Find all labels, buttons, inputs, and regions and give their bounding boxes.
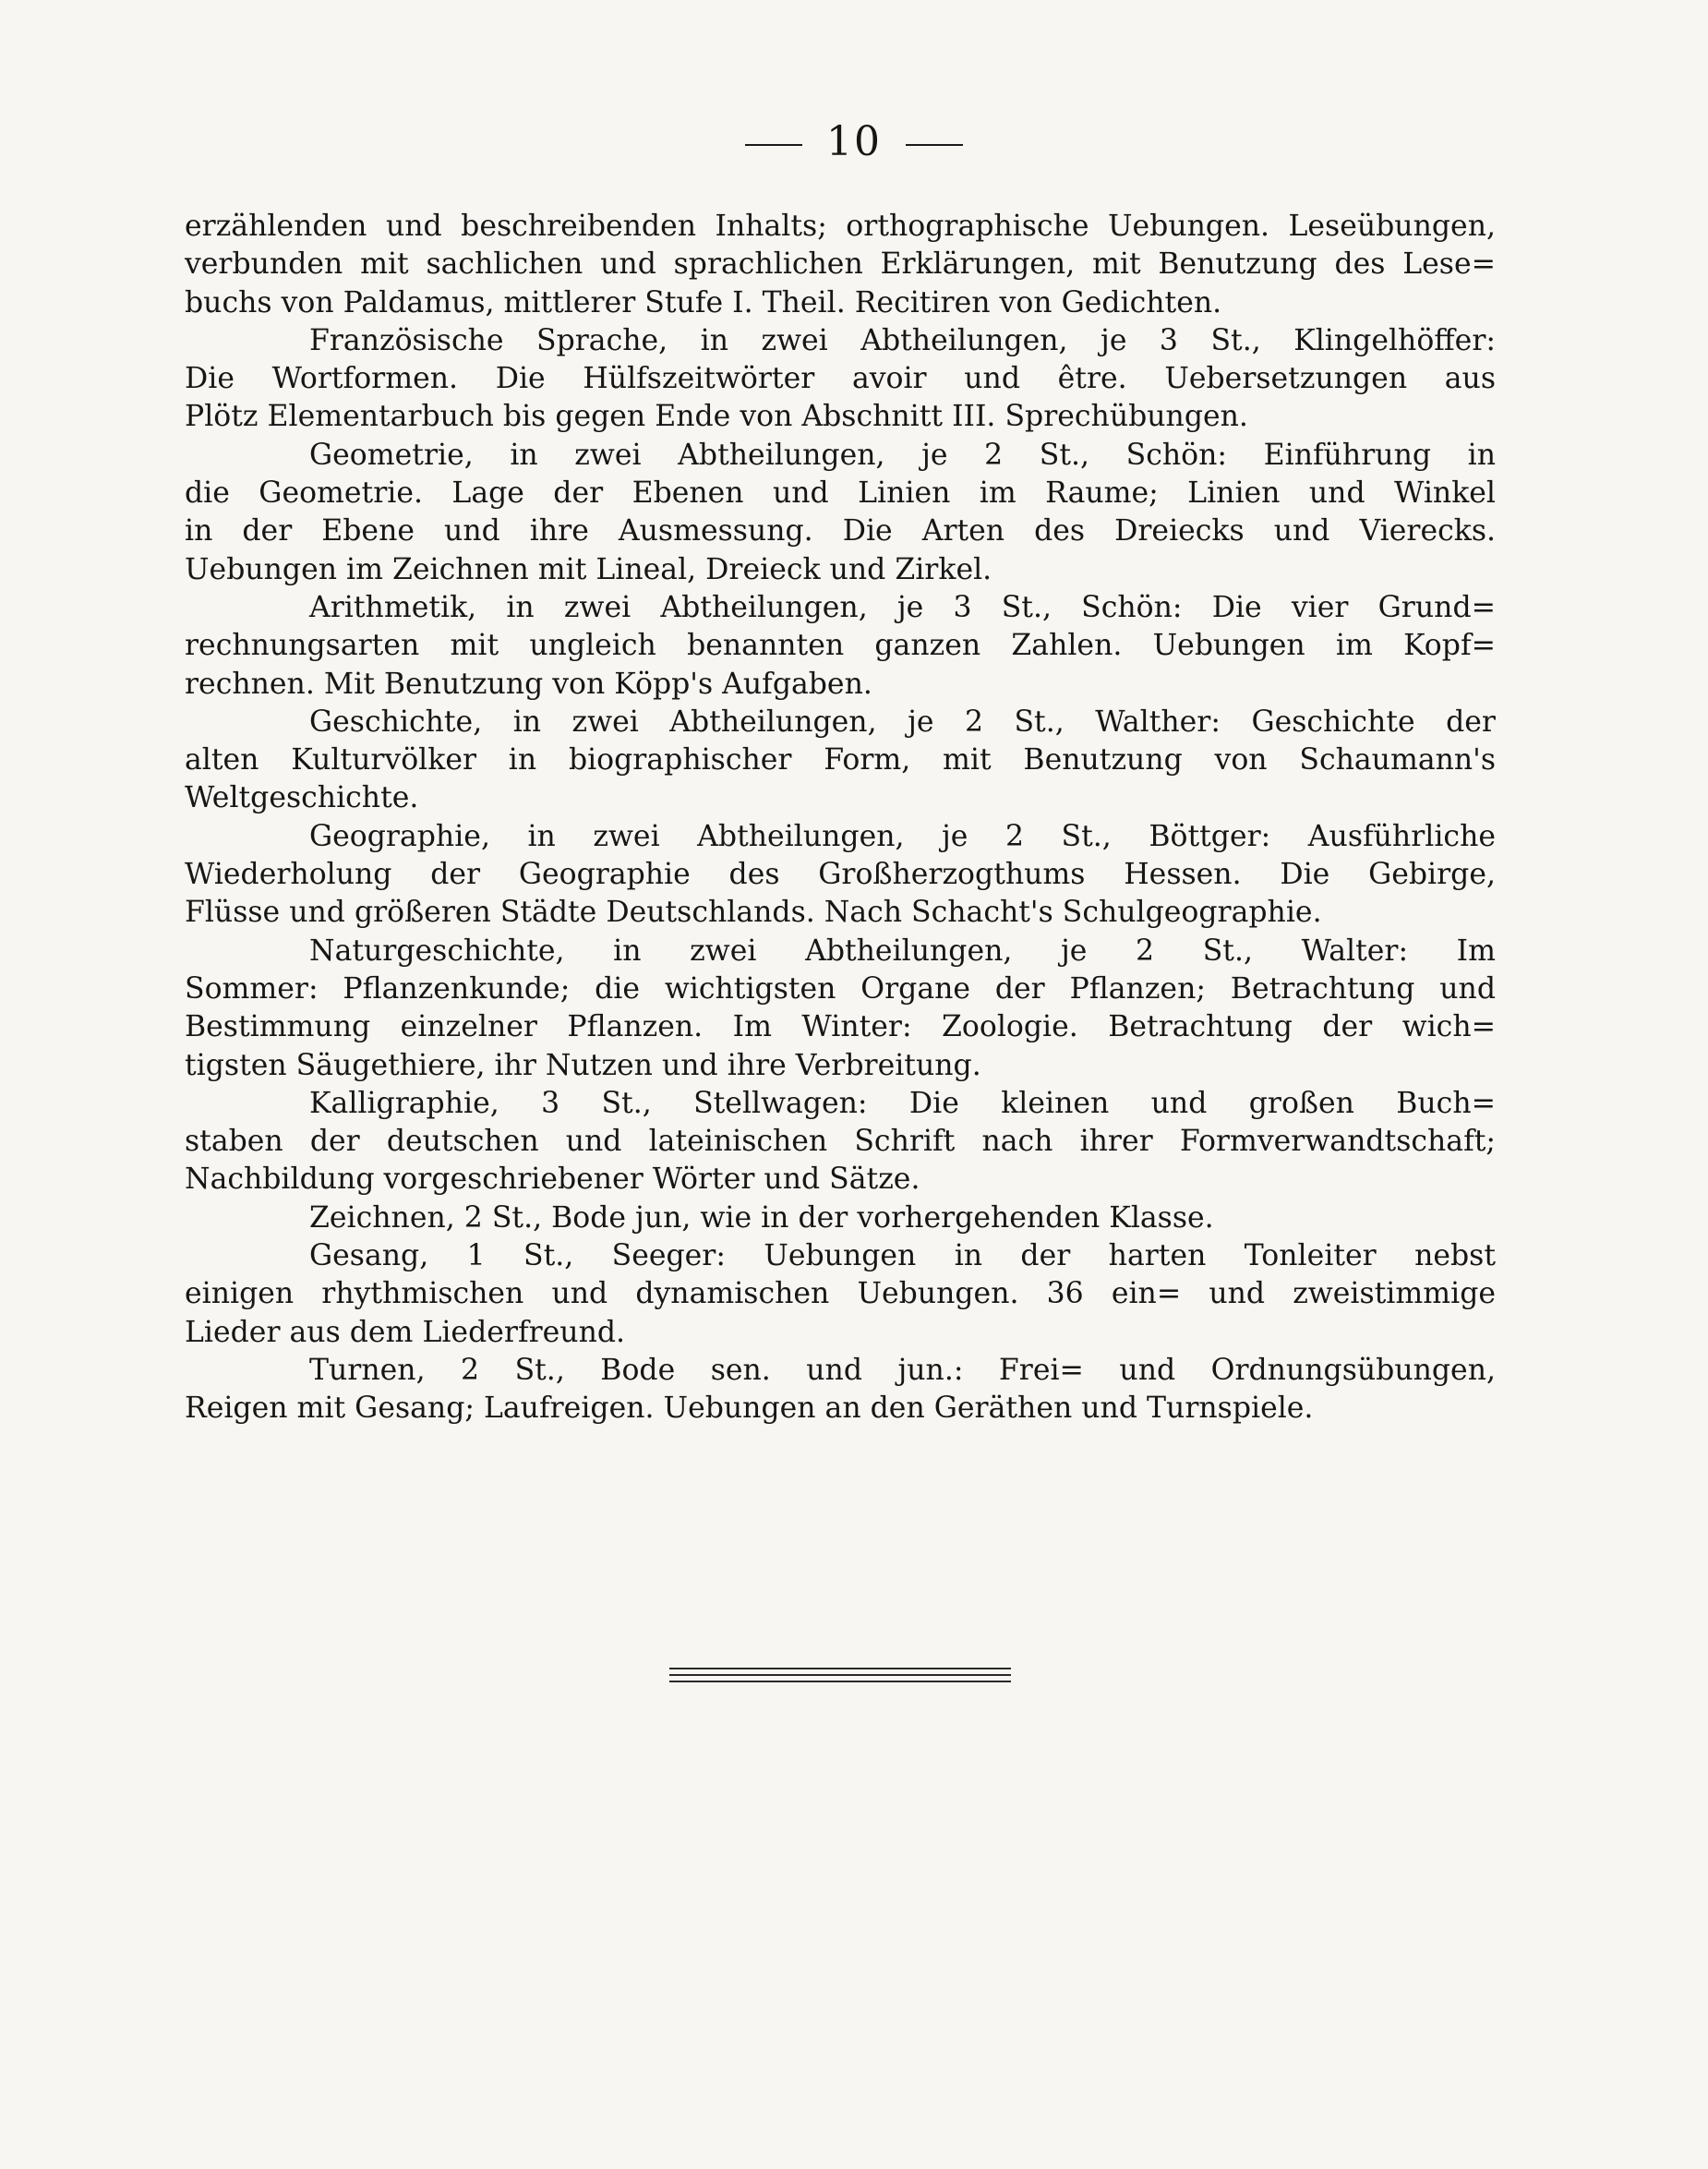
text-line: Arithmetik, in zwei Abtheilungen, je 3 St., Schön: Die vier Grund= xyxy=(309,590,1496,624)
text-line: Wiederholung der Geographie des Großherzogthums Hessen. Die Gebirge, xyxy=(185,858,1496,892)
header-dash-left xyxy=(745,144,802,146)
text-line: Geographie, in zwei Abtheilungen, je 2 St., Böttger: Ausführliche xyxy=(309,819,1496,853)
page-header xyxy=(0,118,1708,165)
text-line: Geometrie, in zwei Abtheilungen, je 2 St., Schön: Einführung in xyxy=(309,438,1496,472)
closing-rule-middle xyxy=(669,1674,1011,1676)
text-line: Reigen mit Gesang; Laufreigen. Uebungen an den Geräthen und Turnspiele. xyxy=(185,1392,1314,1426)
header-dash-right xyxy=(906,144,963,146)
text-line: tigsten Säugethiere, ihr Nutzen und ihre Verbreitung. xyxy=(185,1048,981,1082)
text-line: Naturgeschichte, in zwei Abtheilungen, je 2 St., Walter: Im xyxy=(309,934,1496,968)
text-line: Plötz Elementarbuch bis gegen Ende von Abschnitt III. Sprechübungen. xyxy=(185,400,1248,434)
text-line: Uebungen im Zeichnen mit Lineal, Dreieck und Zirkel. xyxy=(185,552,992,586)
closing-rule-bottom xyxy=(669,1681,1011,1682)
text-line: Französische Sprache, in zwei Abtheilungen, je 3 St., Klingelhöffer: xyxy=(309,323,1496,357)
text-line: die Geometrie. Lage der Ebenen und Linien im Raume; Linien und Winkel xyxy=(185,476,1496,511)
text-line: Flüsse und größeren Städte Deutschlands. Nach Schacht's Schulgeographie. xyxy=(185,896,1322,930)
text-line: in der Ebene und ihre Ausmessung. Die Arten des Dreiecks und Vierecks. xyxy=(185,514,1496,548)
text-line: erzählenden und beschreibenden Inhalts; orthographische Uebungen. Leseübungen, xyxy=(185,210,1496,243)
text-line: alten Kulturvölker in biographischer Form, mit Benutzung von Schaumann's xyxy=(185,743,1496,777)
text-line: einigen rhythmischen und dynamischen Uebungen. 36 ein= und zweistimmige xyxy=(185,1277,1496,1311)
text-line: Zeichnen, 2 St., Bode jun, wie in der vorhergehenden Klasse. xyxy=(309,1200,1214,1235)
page-number: 10 xyxy=(826,118,882,165)
text-line: Nachbildung vorgeschriebener Wörter und Sätze. xyxy=(185,1163,920,1197)
text-line: rechnungsarten mit ungleich benannten ganzen Zahlen. Uebungen im Kopf= xyxy=(185,629,1496,663)
body-text xyxy=(185,208,1496,1428)
text-line: Bestimmung einzelner Pflanzen. Im Winter: Zoologie. Betrachtung der wich= xyxy=(185,1010,1496,1044)
text-line: Sommer: Pflanzenkunde; die wichtigsten Organe der Pflanzen; Betrachtung und xyxy=(185,971,1496,1006)
text-line: Turnen, 2 St., Bode sen. und jun.: Frei= und Ordnungsübungen, xyxy=(309,1353,1496,1387)
text-line: staben der deutschen und lateinischen Schrift nach ihrer Formverwandtschaft; xyxy=(185,1125,1496,1159)
text-line: verbunden mit sachlichen und sprachlichen Erklärungen, mit Benutzung des Lese= xyxy=(185,247,1496,282)
text-line: rechnen. Mit Benutzung von Köpp's Aufgaben. xyxy=(185,667,872,701)
text-line: Die Wortformen. Die Hülfszeitwörter avoir und être. Uebersetzungen aus xyxy=(185,362,1496,396)
closing-rule-top xyxy=(669,1668,1011,1669)
text-line: Lieder aus dem Liederfreund. xyxy=(185,1315,626,1349)
text-line: Kalligraphie, 3 St., Stellwagen: Die kleinen und großen Buch= xyxy=(309,1086,1496,1120)
text-line: Weltgeschichte. xyxy=(185,781,419,815)
text-line: Geschichte, in zwei Abtheilungen, je 2 St., Walther: Geschichte der xyxy=(309,705,1496,739)
text-line: Gesang, 1 St., Seeger: Uebungen in der harten Tonleiter nebst xyxy=(309,1239,1496,1273)
text-line: buchs von Paldamus, mittlerer Stufe I. Theil. Recitiren von Gedichten. xyxy=(185,285,1222,319)
